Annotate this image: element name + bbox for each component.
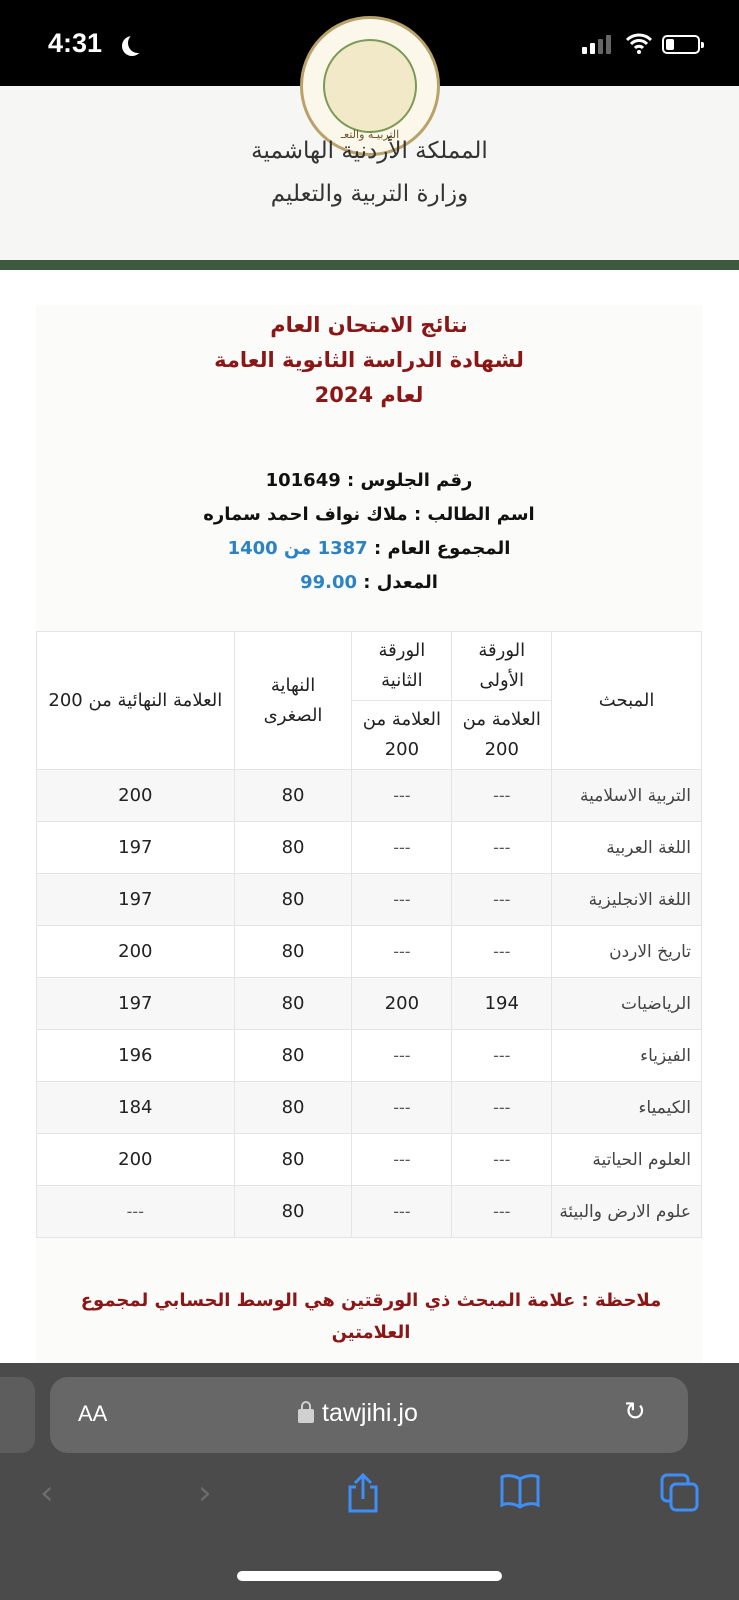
- paper2-cell: ---: [352, 874, 452, 926]
- subject-cell: علوم الارض والبيئة: [552, 1186, 702, 1238]
- min-cell: 80: [234, 926, 352, 978]
- header-paper2: الورقة الثانية: [352, 632, 452, 701]
- header-final: العلامة النهائية من 200: [37, 632, 235, 770]
- final-cell: 197: [37, 822, 235, 874]
- paper1-cell: ---: [452, 1082, 552, 1134]
- seat-label: رقم الجلوس :: [347, 470, 473, 491]
- header-paper2-mark: العلامة من 200: [352, 701, 452, 770]
- table-row: [37, 1186, 702, 1238]
- min-cell: 80: [234, 1186, 352, 1238]
- subject-cell: الكيمياء: [552, 1082, 702, 1134]
- signal-icon: [582, 34, 611, 54]
- min-cell: 80: [234, 1082, 352, 1134]
- home-indicator: [237, 1571, 502, 1581]
- paper1-cell: ---: [452, 926, 552, 978]
- ministry-name: وزارة التربية والتعليم: [270, 181, 469, 207]
- kingdom-name: المملكة الأردنية الهاشمية: [251, 138, 488, 164]
- table-row: [37, 1134, 702, 1186]
- min-cell: 80: [234, 978, 352, 1030]
- status-time: 4:31: [48, 28, 103, 58]
- min-cell: 80: [234, 822, 352, 874]
- url-text[interactable]: tawjihi.jo: [322, 1399, 418, 1427]
- subject-cell: التربية الاسلامية: [552, 770, 702, 822]
- paper2-cell: ---: [352, 1082, 452, 1134]
- subject-cell: تاريخ الاردن: [552, 926, 702, 978]
- paper2-cell: ---: [352, 926, 452, 978]
- total-value: 1387: [317, 538, 368, 559]
- paper2-cell: ---: [352, 770, 452, 822]
- header-subject: المبحث: [552, 632, 702, 770]
- min-cell: 80: [234, 874, 352, 926]
- address-bar[interactable]: [50, 1377, 688, 1453]
- grades-table: [36, 631, 702, 1238]
- paper1-cell: ---: [452, 822, 552, 874]
- average-value: 99.00: [300, 572, 357, 593]
- final-cell: 197: [37, 978, 235, 1030]
- ministry-header: [0, 86, 739, 260]
- average-label: المعدل :: [363, 572, 438, 593]
- subject-cell: الفيزياء: [552, 1030, 702, 1082]
- seat-number-row: [36, 470, 702, 491]
- paper1-cell: 194: [452, 978, 552, 1030]
- battery-icon: [662, 35, 700, 54]
- previous-tab-preview[interactable]: [0, 1377, 35, 1453]
- total-row: [36, 538, 702, 559]
- header-divider: [0, 260, 739, 270]
- paper2-cell: ---: [352, 822, 452, 874]
- paper1-cell: ---: [452, 1030, 552, 1082]
- paper2-cell: 200: [352, 978, 452, 1030]
- results-year: لعام 2024: [314, 383, 424, 407]
- seat-number: 101649: [265, 470, 341, 491]
- min-cell: 80: [234, 770, 352, 822]
- chevron-left-icon[interactable]: ‹: [40, 1473, 54, 1513]
- total-of: من 1400: [227, 538, 312, 559]
- table-row: [37, 1082, 702, 1134]
- final-cell: 200: [37, 926, 235, 978]
- average-row: [36, 572, 702, 593]
- subject-cell: اللغة الانجليزية: [552, 874, 702, 926]
- browser-toolbar: [0, 1363, 739, 1600]
- table-row: [37, 770, 702, 822]
- lock-icon: [298, 1409, 314, 1423]
- results-subtitle: لشهادة الدراسة الثانوية العامة: [214, 348, 524, 372]
- table-row: [37, 978, 702, 1030]
- header-paper1: الورقة الأولى: [452, 632, 552, 701]
- final-cell: 200: [37, 770, 235, 822]
- results-card: [36, 305, 702, 1365]
- paper1-cell: ---: [452, 874, 552, 926]
- student-name: ملاك نواف احمد سماره: [203, 504, 408, 525]
- table-row: [37, 822, 702, 874]
- header-min: النهاية الصغرى: [234, 632, 352, 770]
- tabs-icon[interactable]: [660, 1473, 700, 1513]
- total-label: المجموع العام :: [374, 538, 511, 559]
- student-name-row: [36, 504, 702, 525]
- table-row: [37, 926, 702, 978]
- header-paper1-mark: العلامة من 200: [452, 701, 552, 770]
- paper1-cell: ---: [452, 1186, 552, 1238]
- wifi-icon: [626, 32, 652, 54]
- subject-cell: الرياضيات: [552, 978, 702, 1030]
- final-cell: ---: [37, 1186, 235, 1238]
- average-note: ملاحظة : علامة المبحث ذي الورقتين هي الوسط الحسابي لمجموع العلامتين: [80, 1290, 662, 1343]
- reload-icon[interactable]: ↻: [624, 1397, 646, 1427]
- name-label: اسم الطالب :: [413, 504, 535, 525]
- subject-cell: اللغة العربية: [552, 822, 702, 874]
- final-cell: 197: [37, 874, 235, 926]
- paper2-cell: ---: [352, 1134, 452, 1186]
- paper1-cell: ---: [452, 1134, 552, 1186]
- share-icon[interactable]: [346, 1473, 380, 1513]
- table-row: [37, 1030, 702, 1082]
- table-row: [37, 874, 702, 926]
- paper2-cell: ---: [352, 1186, 452, 1238]
- min-cell: 80: [234, 1030, 352, 1082]
- subject-cell: العلوم الحياتية: [552, 1134, 702, 1186]
- reader-mode-button[interactable]: AA: [78, 1401, 108, 1426]
- min-cell: 80: [234, 1134, 352, 1186]
- paper1-cell: ---: [452, 770, 552, 822]
- ministry-emblem-logo: التربيـة والتعـ: [300, 16, 440, 156]
- final-cell: 200: [37, 1134, 235, 1186]
- final-cell: 196: [37, 1030, 235, 1082]
- results-title: نتائج الامتحان العام: [270, 313, 468, 337]
- book-icon[interactable]: [500, 1473, 540, 1509]
- chevron-right-icon[interactable]: ›: [198, 1473, 212, 1513]
- final-cell: 184: [37, 1082, 235, 1134]
- paper2-cell: ---: [352, 1030, 452, 1082]
- browser-nav-row: [0, 1473, 739, 1533]
- moon-icon: [128, 33, 148, 53]
